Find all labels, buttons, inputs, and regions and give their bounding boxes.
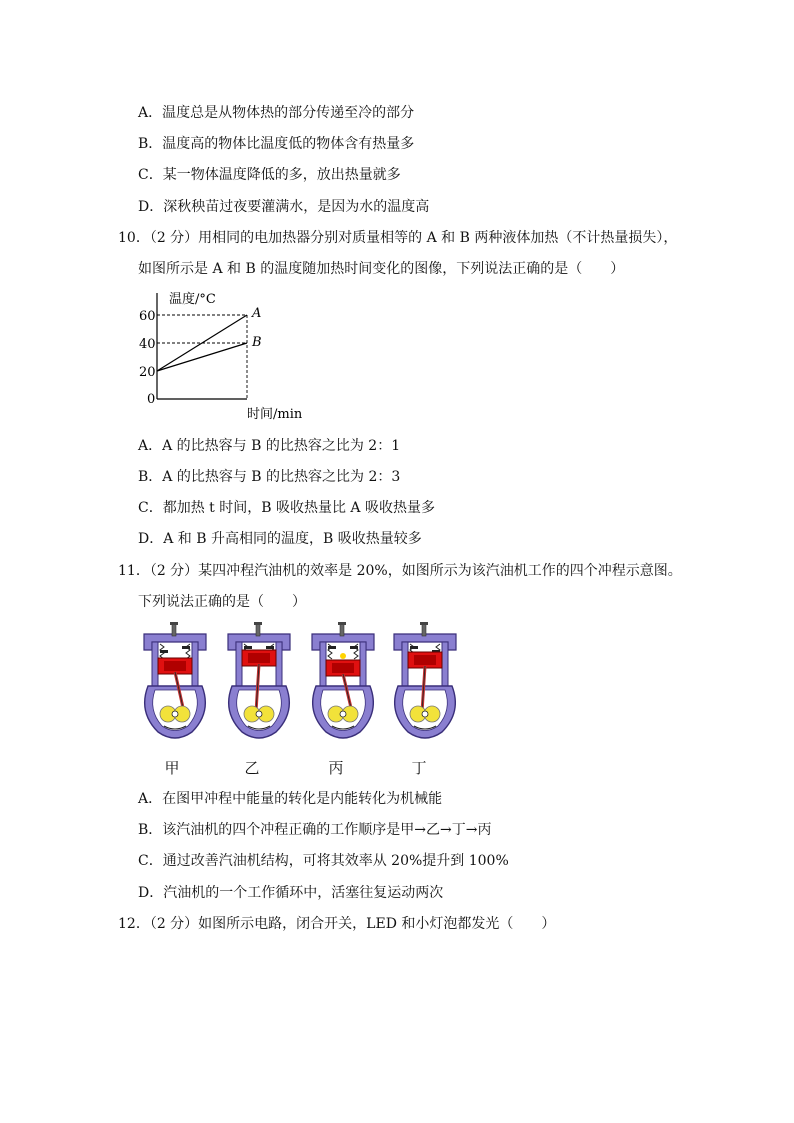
y-tick-60: 60: [139, 309, 156, 324]
q10-option-c: C．都加热 t 时间，B 吸收热量比 A 吸收热量多: [138, 500, 435, 516]
q10-chart: [135, 285, 335, 425]
q10-option-d: D．A 和 B 升高相同的温度，B 吸收热量较多: [138, 531, 422, 547]
y-tick-40: 40: [139, 337, 156, 352]
q10-stem-cont: 如图所示是 A 和 B 的温度随加热时间变化的图像，下列说法正确的是（ ）: [138, 261, 625, 277]
engine-ding: [394, 622, 456, 738]
q9-option-c: C．某一物体温度降低的多，放出热量就多: [138, 167, 401, 183]
q11-option-c: C．通过改善汽油机结构，可将其效率从 20%提升到 100%: [138, 853, 509, 869]
engine-strokes-diagram: [138, 620, 468, 750]
series-b-label: B: [252, 335, 262, 350]
q10-option-a: A．A 的比热容与 B 的比热容之比为 2：1: [138, 438, 401, 454]
engine-label-yi: 乙: [244, 759, 260, 777]
y-tick-20: 20: [139, 365, 156, 380]
series-b-line: [157, 343, 247, 371]
chart-xlabel: 时间/min: [247, 407, 303, 422]
y-tick-0: 0: [147, 392, 156, 407]
q10-stem: 10．（2 分）用相同的电加热器分别对质量相等的 A 和 B 两种液体加热（不计热量损失），: [118, 230, 678, 246]
q11-option-b: B．该汽油机的四个冲程正确的工作顺序是甲→乙→丁→丙: [138, 822, 492, 838]
q9-option-d: D．深秋秧苗过夜要灌满水，是因为水的温度高: [138, 199, 430, 215]
q11-option-d: D．汽油机的一个工作循环中，活塞往复运动两次: [138, 885, 444, 901]
engine-label-bing: 丙: [328, 759, 344, 777]
q11-stem-cont: 下列说法正确的是（ ）: [138, 594, 306, 610]
engine-jia: [144, 622, 206, 738]
engine-yi: [228, 622, 290, 738]
series-a-label: A: [252, 306, 262, 321]
engine-label-ding: 丁: [411, 759, 427, 777]
q12-stem: 12．（2 分）如图所示电路，闭合开关，LED 和小灯泡都发光（ ）: [118, 916, 556, 932]
chart-ylabel: 温度/°C: [169, 292, 216, 307]
engine-label-jia: 甲: [164, 759, 180, 777]
q9-option-b: B．温度高的物体比温度低的物体含有热量多: [138, 136, 415, 152]
q11-stem: 11．（2 分）某四冲程汽油机的效率是 20%，如图所示为该汽油机工作的四个冲程示意图。: [118, 563, 682, 579]
q9-option-a: A．温度总是从物体热的部分传递至冷的部分: [138, 105, 415, 121]
engine-bing: [312, 622, 374, 738]
q10-option-b: B．A 的比热容与 B 的比热容之比为 2：3: [138, 469, 401, 485]
q11-option-a: A．在图甲冲程中能量的转化是内能转化为机械能: [138, 791, 443, 807]
